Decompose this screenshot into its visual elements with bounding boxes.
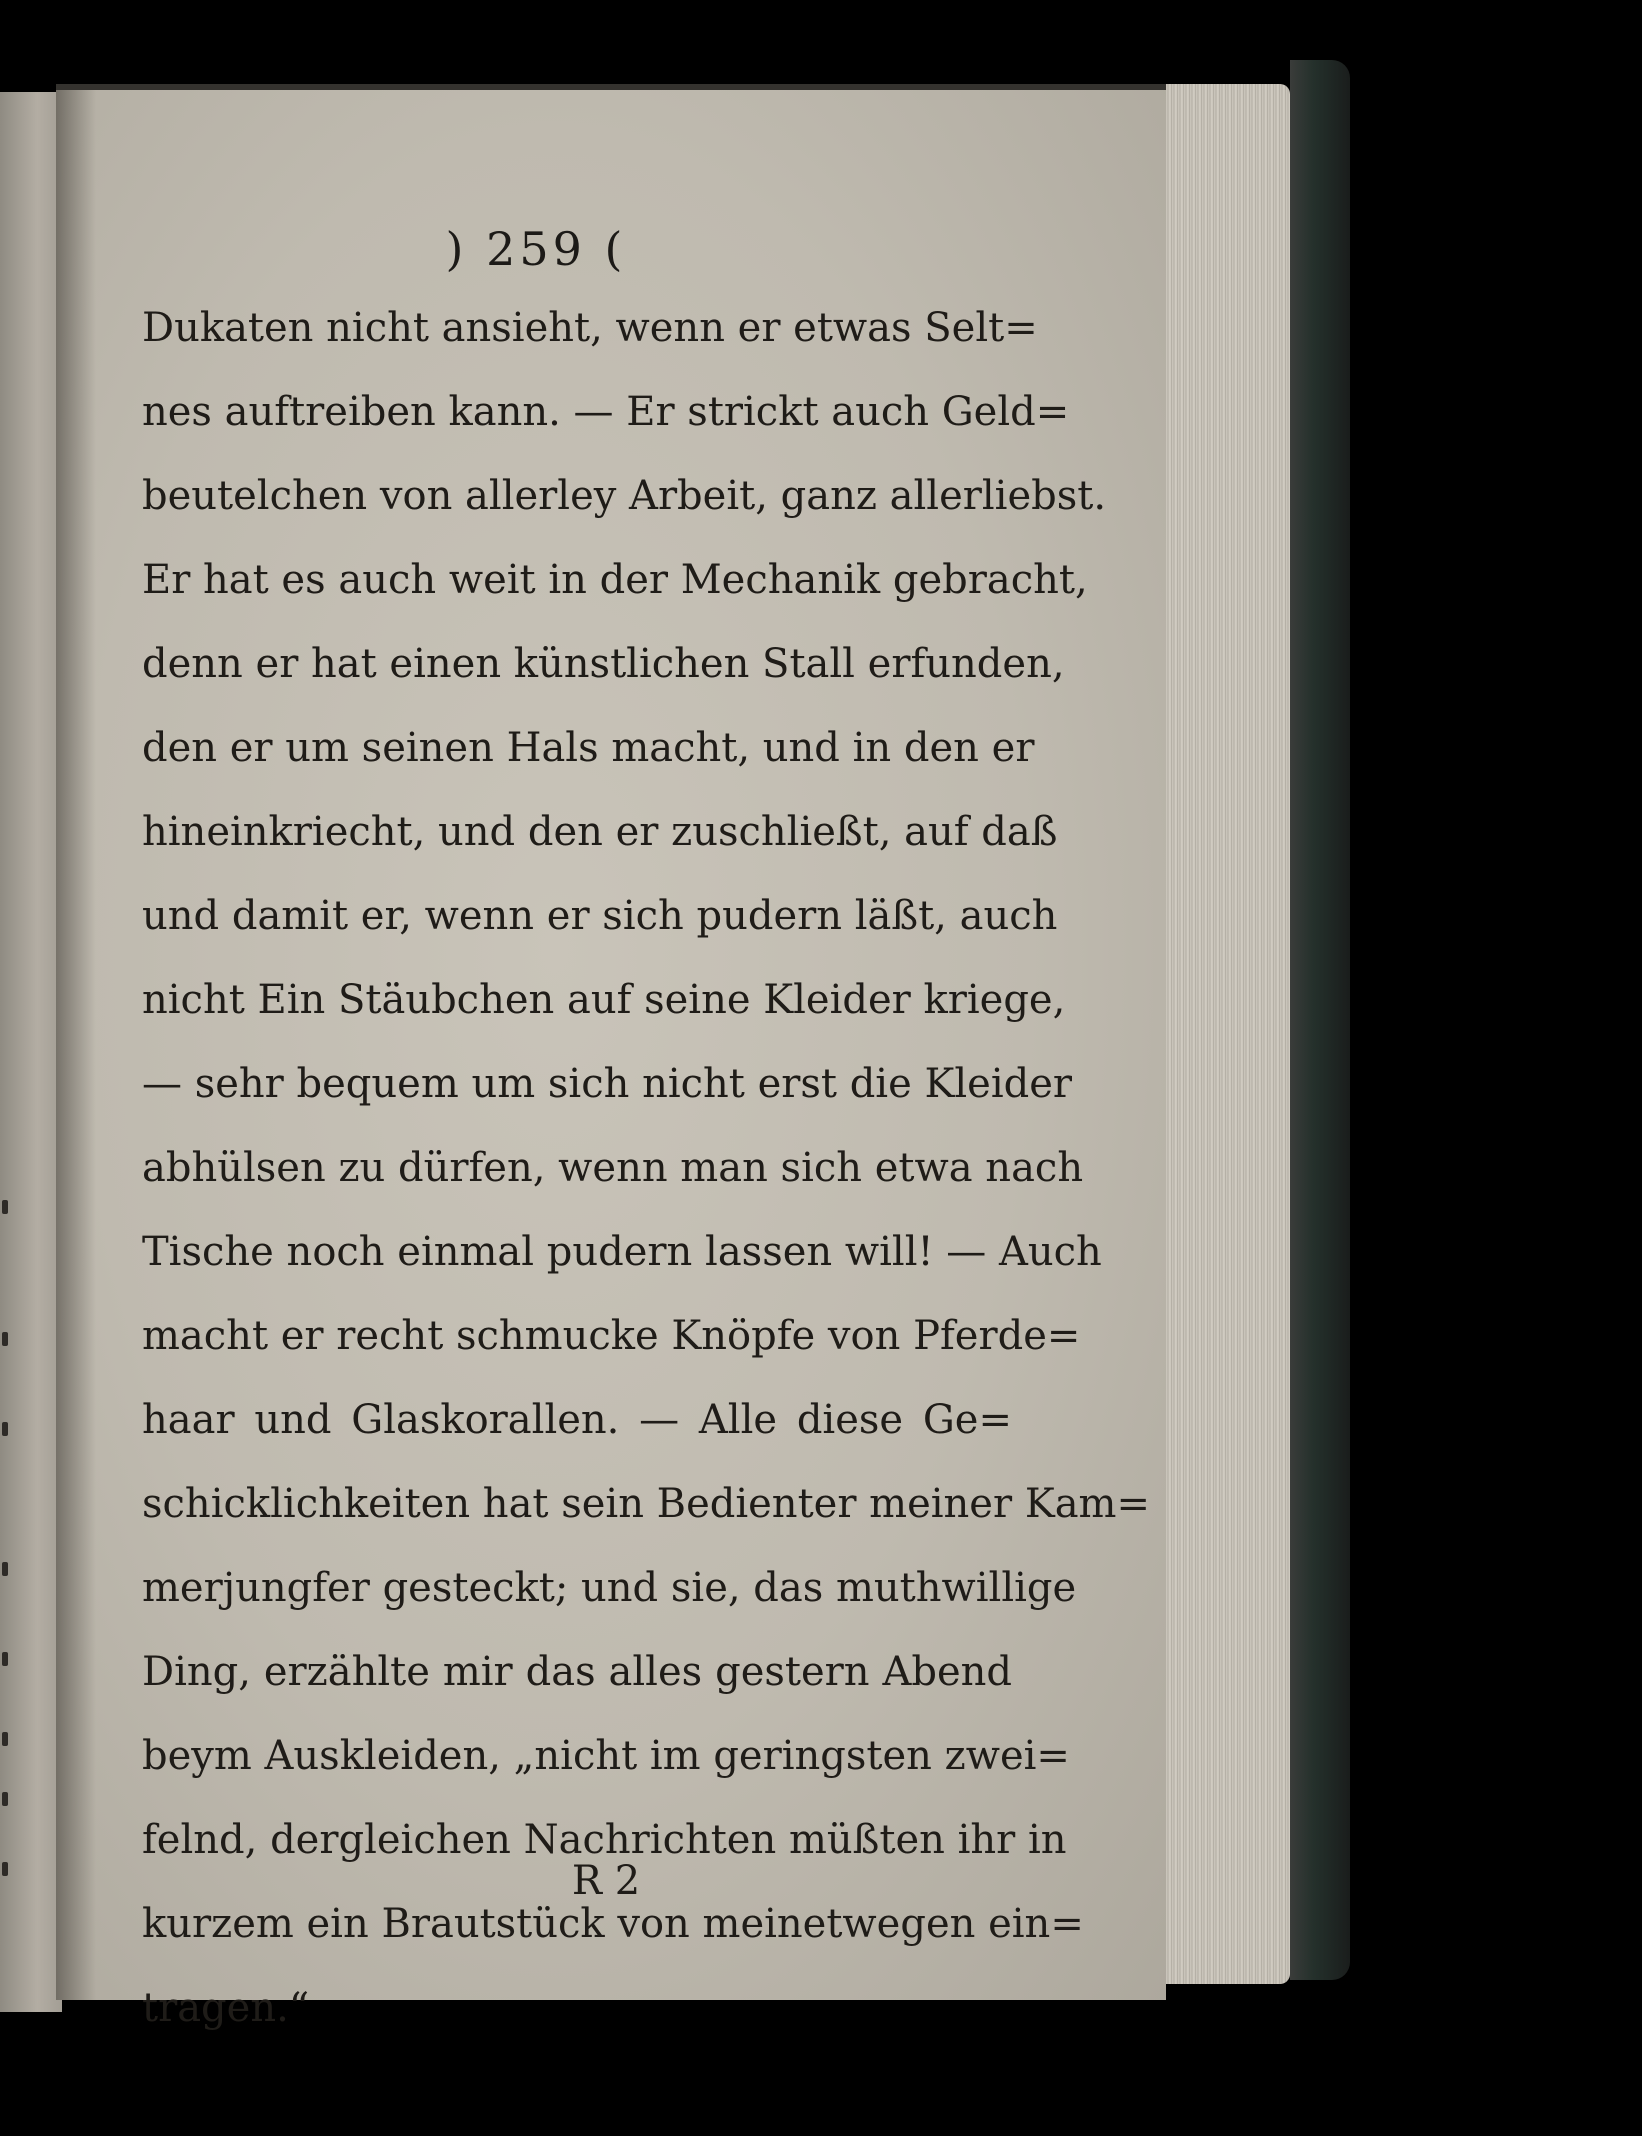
edge-mark (2, 1422, 8, 1436)
gutter-shadow (56, 90, 96, 2000)
text-line: macht er recht schmucke Knöpfe von Pferde= (142, 1313, 1081, 1359)
text-line: felnd, dergleichen Nachrichten müßten ihr in (142, 1817, 1067, 1863)
text-line: beym Auskleiden, „nicht im geringsten zwei= (142, 1733, 1070, 1779)
left-page-fragment (0, 92, 62, 2012)
signature-mark: R 2 (571, 1858, 641, 1904)
book-cover (1290, 60, 1350, 1980)
edge-mark (2, 1200, 8, 1214)
text-line: beutelchen von allerley Arbeit, ganz allerliebst. (142, 473, 1107, 519)
text-line: tragen.“ (142, 1985, 310, 2031)
text-line: Ding, erzählte mir das alles gestern Abend (142, 1649, 1012, 1695)
edge-mark (2, 1332, 8, 1346)
edge-mark (2, 1862, 8, 1876)
text-line: und damit er, wenn er sich pudern läßt, auch (142, 893, 1058, 939)
book-page (56, 84, 1166, 2031)
edge-mark (2, 1652, 8, 1666)
text-line: hineinkriecht, und den er zuschließt, auf daß (142, 809, 1058, 855)
text-line: Er hat es auch weit in der Mechanik gebracht, (142, 557, 1088, 603)
text-line: Dukaten nicht ansieht, wenn er etwas Selt= (142, 305, 1038, 351)
page-edges (1160, 84, 1290, 1984)
text-line: schicklichkeiten hat sein Bedienter meiner Kam= (142, 1481, 1150, 1527)
text-line: haar und Glaskorallen. — Alle diese Ge= (142, 1397, 1012, 1443)
edge-mark (2, 1732, 8, 1746)
text-line: Tische noch einmal pudern lassen will! — Auch (142, 1229, 1102, 1275)
signature-mark-row (56, 1858, 1016, 1904)
text-line: nicht Ein Stäubchen auf seine Kleider kriege, (142, 977, 1066, 1023)
page-number: ) 259 ( (445, 222, 627, 276)
text-line: merjungfer gesteckt; und sie, das muthwillige (142, 1565, 1077, 1611)
edge-mark (2, 1562, 8, 1576)
edge-mark (2, 1792, 8, 1806)
text-line: kurzem ein Brautstück von meinetwegen ein= (142, 1901, 1084, 1947)
text-line: abhülsen zu dürfen, wenn man sich etwa nach (142, 1145, 1084, 1191)
body-text (142, 286, 1150, 2050)
text-line: den er um seinen Hals macht, und in den er (142, 725, 1035, 771)
text-line: — sehr bequem um sich nicht erst die Kleider (142, 1061, 1073, 1107)
text-line: nes auftreiben kann. — Er strickt auch Geld= (142, 389, 1070, 435)
text-line: denn er hat einen künstlichen Stall erfunden, (142, 641, 1065, 687)
